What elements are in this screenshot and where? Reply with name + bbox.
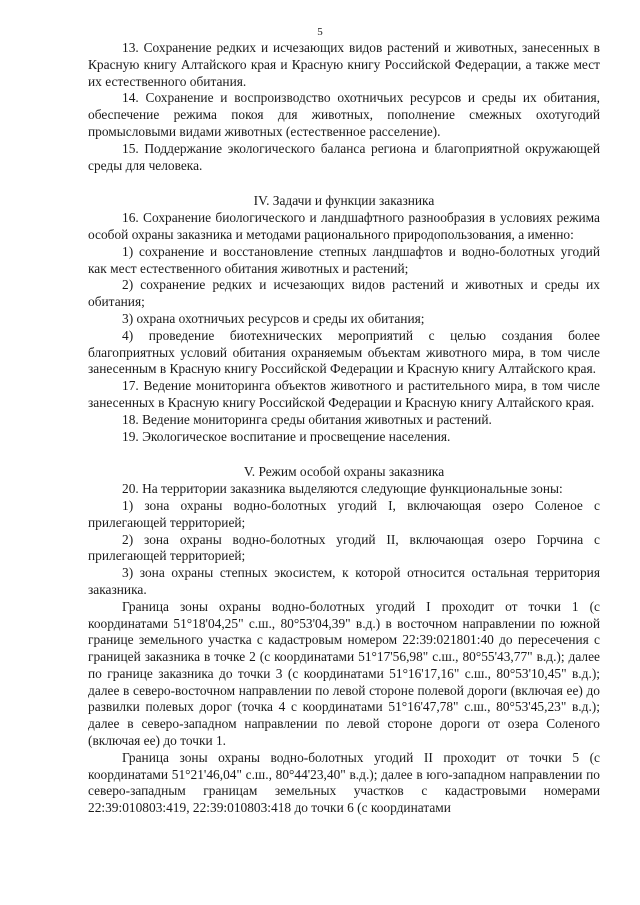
- list-item-20-1: 1) зона охраны водно-болотных угодий I, включающая озеро Соленое с прилегающей территорией;: [88, 497, 600, 530]
- paragraph-item-16: 16. Сохранение биологического и ландшафтного разнообразия в условиях режима особой охраны заказника и методами рационального природопользования, а именно:: [88, 210, 600, 242]
- section-heading-v: V. Режим особой охраны заказника: [243, 464, 445, 480]
- paragraph-boundary-zone-1: Граница зоны охраны водно-болотных угодий I проходит от точки 1 (с координатами 51°18'04,25" с.ш., 80°53'04,39" в.д.) в восточном направлении по южной границе земельного участка с кадастровым номером 22:39:021801:40 до пересечения с границей заказника в точке 2 (с координатами 51°17'56,98" с.ш., 80°55'43,77" в.д.); далее по границе заказника до точки 3 (с координатами 51°16'17,16" с.ш., 80°53'10,45" в.д.); далее в северо-восточном направлении по левой стороне полевой дороги (включая ее) до развилки полевых дорог (точка 4 с координатами 51°16'47,78" с.ш., 80°53'45,23" в.д.); далее в северо-западном направлении по левой стороне дороги от озера Соленого (включая ее) до точки 1.: [88, 598, 600, 749]
- document-body: [88, 40, 600, 817]
- paragraph-item-20: 20. На территории заказника выделяются следующие функциональные зоны:: [122, 481, 563, 497]
- list-item-20-2: 2) зона охраны водно-болотных угодий II, включающая озеро Горчина с прилегающей территорией;: [88, 531, 600, 564]
- paragraph-item-18: 18. Ведение мониторинга среды обитания животных и растений.: [122, 411, 492, 427]
- paragraph-item-17: 17. Ведение мониторинга объектов животного и растительного мира, в том числе занесенных в Красную книгу Российской Федерации и Красную книгу Алтайского края.: [88, 378, 600, 410]
- section-heading-iv: IV. Задачи и функции заказника: [253, 193, 435, 209]
- list-item-16-1: 1) сохранение и восстановление степных ландшафтов и водно-болотных угодий как мест естественного обитания животных и растений;: [88, 243, 600, 276]
- paragraph-item-14: 14. Сохранение и воспроизводство охотничьих ресурсов и среды их обитания, обеспечение режима покоя для животных, пополнение смежных охотугодий промысловыми видами животных (естественное расселение).: [88, 90, 600, 139]
- paragraph-boundary-zone-2: Граница зоны охраны водно-болотных угодий II проходит от точки 5 (с координатами 51°21'46,04" с.ш., 80°44'23,40" в.д.); далее в юго-западном направлении по северо-западным границам земельных участков с кадастровыми номерами 22:39:010803:419, 22:39:010803:418 до точки 6 (с координатами: [88, 749, 600, 816]
- paragraph-item-13: 13. Сохранение редких и исчезающих видов растений и животных, занесенных в Красную книгу Алтайского края и Красную книгу Российской Федерации, а также мест их естественного обитания.: [88, 40, 600, 89]
- page-number: 5: [317, 26, 323, 38]
- paragraph-item-15: 15. Поддержание экологического баланса региона и благоприятной окружающей среды для человека.: [88, 140, 600, 173]
- list-item-16-2: 2) сохранение редких и исчезающих видов растений и животных и среды их обитания;: [88, 277, 600, 310]
- list-item-16-3: 3) охрана охотничьих ресурсов и среды их обитания;: [122, 310, 425, 326]
- list-item-16-4: 4) проведение биотехнических мероприятий с целью создания более благоприятных условий обитания охраняемым объектам животного мира, в том числе занесенным в Красную книгу Российской Федерации и Красную книгу Алтайского края.: [88, 327, 600, 377]
- list-item-20-3: 3) зона охраны степных экосистем, к которой относится остальная территория заказника.: [88, 565, 600, 597]
- paragraph-item-19: 19. Экологическое воспитание и просвещение населения.: [122, 428, 451, 444]
